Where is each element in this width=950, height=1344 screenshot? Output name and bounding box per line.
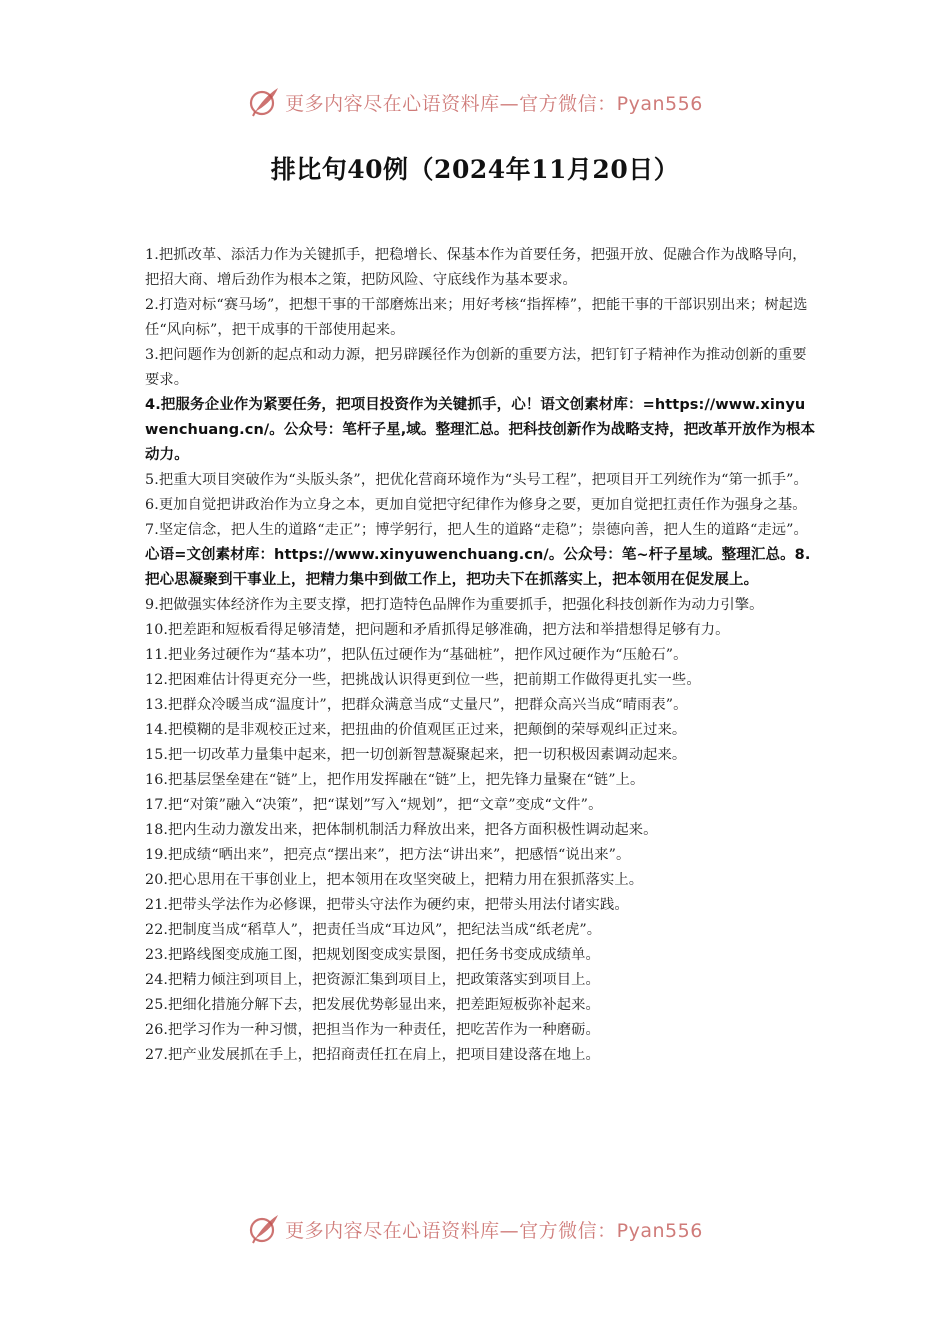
sentence-item: 11.把业务过硬作为“基本功”，把队伍过硬作为“基础桩”，把作风过硬作为“压舱石”。 — [145, 647, 688, 663]
sentence-item: 心语=文创素材库：https://www.xinyuwenchuang.cn/。公众号：笔~杆子星域。整理汇总。8.把心思凝聚到干事业上，把精力集中到做工作上，把功夫下在抓落实上，把本领用在促发展上。 — [145, 547, 811, 588]
sentence-item: 1.把抓改革、添活力作为关键抓手，把稳增长、保基本作为首要任务，把强开放、促融合作为战略导向，把招大商、增后劲作为根本之策，把防风险、守底线作为基本要求。 — [145, 247, 807, 288]
header-banner — [0, 82, 950, 122]
sentence-item: 6.更加自觉把讲政治作为立身之本，更加自觉把守纪律作为修身之要，更加自觉把扛责任作为强身之基。 — [145, 497, 807, 513]
feather-pen-logo-icon — [247, 85, 281, 119]
document-body — [145, 243, 817, 1068]
sentence-item: 15.把一切改革力量集中起来，把一切创新智慧凝聚起来，把一切积极因素调动起来。 — [145, 747, 687, 763]
sentence-item: 17.把“对策”融入“决策”，把“谋划”写入“规划”，把“文章”变成“文件”。 — [145, 797, 603, 813]
page-title: 排比句40例（2024年11月20日） — [270, 155, 680, 184]
sentence-item: 13.把群众冷暖当成“温度计”，把群众满意当成“丈量尺”，把群众高兴当成“晴雨表”。 — [145, 697, 688, 713]
sentence-item: 25.把细化措施分解下去，把发展优势彰显出来，把差距短板弥补起来。 — [145, 997, 600, 1013]
banner-text: 更多内容尽在心语资料库—官方微信：Pyan556 — [285, 92, 703, 115]
feather-pen-logo-icon — [247, 1212, 281, 1246]
sentence-item: 23.把路线图变成施工图，把规划图变成实景图，把任务书变成成绩单。 — [145, 947, 600, 963]
sentence-item: 9.把做强实体经济作为主要支撑，把打造特色品牌作为重要抓手，把强化科技创新作为动力引擎。 — [145, 597, 764, 613]
sentence-item: 4.把服务企业作为紧要任务，把项目投资作为关键抓手，心！语文创素材库：=https://www.xinyuwenchuang.cn/。公众号：笔杆子星,域。整理汇总。把科技创新作为战略支持，把改革开放作为根本动力。 — [145, 397, 816, 463]
sentence-item: 3.把问题作为创新的起点和动力源，把另辟蹊径作为创新的重要方法，把钉钉子精神作为推动创新的重要要求。 — [145, 347, 807, 388]
sentence-item: 16.把基层堡垒建在“链”上，把作用发挥融在“链”上，把先锋力量聚在“链”上。 — [145, 772, 645, 788]
sentence-item: 18.把内生动力激发出来，把体制机制活力释放出来，把各方面积极性调动起来。 — [145, 822, 658, 838]
sentence-item: 27.把产业发展抓在手上，把招商责任扛在肩上，把项目建设落在地上。 — [145, 1047, 600, 1063]
sentence-item: 20.把心思用在干事创业上，把本领用在攻坚突破上，把精力用在狠抓落实上。 — [145, 872, 644, 888]
sentence-item: 10.把差距和短板看得足够清楚，把问题和矛盾抓得足够准确，把方法和举措想得足够有力。 — [145, 622, 730, 638]
sentence-item: 26.把学习作为一种习惯，把担当作为一种责任，把吃苦作为一种磨砺。 — [145, 1022, 600, 1038]
sentence-item: 2.打造对标“赛马场”，把想干事的干部磨炼出来；用好考核“指挥棒”，把能干事的干部识别出来；树起选任“风向标”，把干成事的干部使用起来。 — [145, 297, 808, 338]
sentence-item: 7.坚定信念，把人生的道路“走正”；博学躬行，把人生的道路“走稳”；崇德向善，把人生的道路“走远”。 — [145, 522, 808, 538]
sentence-item: 21.把带头学法作为必修课，把带头守法作为硬约束，把带头用法付诸实践。 — [145, 897, 629, 913]
banner-text: 更多内容尽在心语资料库—官方微信：Pyan556 — [285, 1219, 703, 1242]
sentence-item: 19.把成绩“晒出来”，把亮点“摆出来”，把方法“讲出来”，把感悟“说出来”。 — [145, 847, 631, 863]
footer-banner — [0, 1209, 950, 1249]
sentence-item: 22.把制度当成“稻草人”，把责任当成“耳边风”，把纪法当成“纸老虎”。 — [145, 922, 602, 938]
sentence-item: 24.把精力倾注到项目上，把资源汇集到项目上，把政策落实到项目上。 — [145, 972, 600, 988]
sentence-item: 5.把重大项目突破作为“头版头条”，把优化营商环境作为“头号工程”，把项目开工列统作为“第一抓手”。 — [145, 472, 808, 488]
sentence-item: 12.把困难估计得更充分一些，把挑战认识得更到位一些，把前期工作做得更扎实一些。 — [145, 672, 701, 688]
sentence-item: 14.把模糊的是非观校正过来，把扭曲的价值观匡正过来，把颠倒的荣辱观纠正过来。 — [145, 722, 687, 738]
